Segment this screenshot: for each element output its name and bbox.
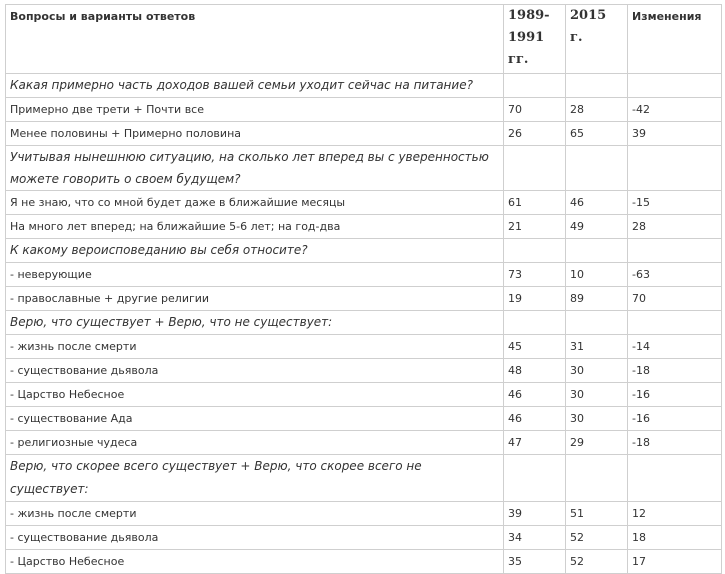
value-change: 12 xyxy=(628,502,722,526)
empty-cell xyxy=(504,311,566,335)
value-change: 39 xyxy=(628,122,722,146)
answer-label: - неверующие xyxy=(6,263,504,287)
table-row xyxy=(6,407,722,431)
section-row xyxy=(6,239,722,263)
answer-label: Примерно две трети + Почти все xyxy=(6,98,504,122)
value-2015: 52 xyxy=(566,550,628,574)
value-1989-1991: 21 xyxy=(504,215,566,239)
value-1989-1991: 70 xyxy=(504,98,566,122)
section-row xyxy=(6,455,722,502)
table-row xyxy=(6,215,722,239)
empty-cell xyxy=(504,455,566,502)
value-1989-1991: 35 xyxy=(504,550,566,574)
value-change: -18 xyxy=(628,431,722,455)
table-row xyxy=(6,431,722,455)
empty-cell xyxy=(566,146,628,191)
table-row xyxy=(6,550,722,574)
value-change: 17 xyxy=(628,550,722,574)
section-question: К какому вероисповеданию вы себя относите? xyxy=(6,239,504,263)
value-2015: 10 xyxy=(566,263,628,287)
value-2015: 89 xyxy=(566,287,628,311)
value-2015: 30 xyxy=(566,383,628,407)
value-change: -16 xyxy=(628,383,722,407)
answer-label: - существование Ада xyxy=(6,407,504,431)
value-2015: 28 xyxy=(566,98,628,122)
value-change: -15 xyxy=(628,191,722,215)
value-1989-1991: 73 xyxy=(504,263,566,287)
value-2015: 29 xyxy=(566,431,628,455)
empty-cell xyxy=(628,455,722,502)
empty-cell xyxy=(628,74,722,98)
empty-cell xyxy=(566,239,628,263)
value-1989-1991: 47 xyxy=(504,431,566,455)
section-question: Учитывая нынешнюю ситуацию, на сколько лет вперед вы с уверенностью можете говорить о своем будущем? xyxy=(6,146,504,191)
value-1989-1991: 61 xyxy=(504,191,566,215)
table-row xyxy=(6,122,722,146)
table-header-row xyxy=(6,5,722,74)
table-row xyxy=(6,263,722,287)
empty-cell xyxy=(504,239,566,263)
value-1989-1991: 34 xyxy=(504,526,566,550)
value-change: 28 xyxy=(628,215,722,239)
empty-cell xyxy=(628,239,722,263)
section-question: Верю, что существует + Верю, что не существует: xyxy=(6,311,504,335)
table-row xyxy=(6,359,722,383)
answer-label: Я не знаю, что со мной будет даже в ближайшие месяцы xyxy=(6,191,504,215)
section-row xyxy=(6,74,722,98)
value-1989-1991: 46 xyxy=(504,407,566,431)
value-change: -18 xyxy=(628,359,722,383)
answer-label: - жизнь после смерти xyxy=(6,335,504,359)
answer-label: На много лет вперед; на ближайшие 5-6 лет; на год-два xyxy=(6,215,504,239)
survey-table xyxy=(5,4,722,574)
column-header-change-label: Изменения xyxy=(632,10,702,23)
answer-label: - религиозные чудеса xyxy=(6,431,504,455)
table-row xyxy=(6,383,722,407)
empty-cell xyxy=(566,74,628,98)
column-header-question-label: Вопросы и варианты ответов xyxy=(10,10,196,23)
value-2015: 51 xyxy=(566,502,628,526)
empty-cell xyxy=(628,311,722,335)
table-body xyxy=(6,74,722,574)
value-1989-1991: 48 xyxy=(504,359,566,383)
value-change: 18 xyxy=(628,526,722,550)
empty-cell xyxy=(566,311,628,335)
empty-cell xyxy=(504,74,566,98)
table-row xyxy=(6,98,722,122)
column-header-period-1-line-1: 1989- xyxy=(508,8,550,23)
answer-label: - существование дьявола xyxy=(6,359,504,383)
answer-label: Менее половины + Примерно половина xyxy=(6,122,504,146)
section-row xyxy=(6,311,722,335)
value-change: -16 xyxy=(628,407,722,431)
answer-label: - Царство Небесное xyxy=(6,550,504,574)
value-2015: 46 xyxy=(566,191,628,215)
column-header-period-2-line-2: г. xyxy=(570,30,583,45)
answer-label: - жизнь после смерти xyxy=(6,502,504,526)
answer-label: - православные + другие религии xyxy=(6,287,504,311)
section-question: Какая примерно часть доходов вашей семьи уходит сейчас на питание? xyxy=(6,74,504,98)
column-header-period-1 xyxy=(504,5,566,74)
value-2015: 30 xyxy=(566,359,628,383)
column-header-period-1-line-3: гг. xyxy=(508,52,529,67)
column-header-period-2 xyxy=(566,5,628,74)
answer-label: - существование дьявола xyxy=(6,526,504,550)
section-question: Верю, что скорее всего существует + Верю, что скорее всего не существует: xyxy=(6,455,504,502)
table-row xyxy=(6,526,722,550)
value-2015: 65 xyxy=(566,122,628,146)
value-change: -14 xyxy=(628,335,722,359)
value-1989-1991: 39 xyxy=(504,502,566,526)
table-row xyxy=(6,335,722,359)
value-2015: 49 xyxy=(566,215,628,239)
answer-label: - Царство Небесное xyxy=(6,383,504,407)
value-change: 70 xyxy=(628,287,722,311)
section-row xyxy=(6,146,722,191)
value-2015: 31 xyxy=(566,335,628,359)
column-header-period-1-line-2: 1991 xyxy=(508,30,545,45)
value-1989-1991: 19 xyxy=(504,287,566,311)
column-header-period-2-line-1: 2015 xyxy=(570,8,607,23)
value-1989-1991: 46 xyxy=(504,383,566,407)
empty-cell xyxy=(628,146,722,191)
value-2015: 52 xyxy=(566,526,628,550)
value-1989-1991: 26 xyxy=(504,122,566,146)
value-change: -63 xyxy=(628,263,722,287)
empty-cell xyxy=(566,455,628,502)
column-header-question xyxy=(6,5,504,74)
column-header-change xyxy=(628,5,722,74)
table-row xyxy=(6,287,722,311)
table-row xyxy=(6,191,722,215)
value-2015: 30 xyxy=(566,407,628,431)
value-1989-1991: 45 xyxy=(504,335,566,359)
empty-cell xyxy=(504,146,566,191)
value-change: -42 xyxy=(628,98,722,122)
table-row xyxy=(6,502,722,526)
